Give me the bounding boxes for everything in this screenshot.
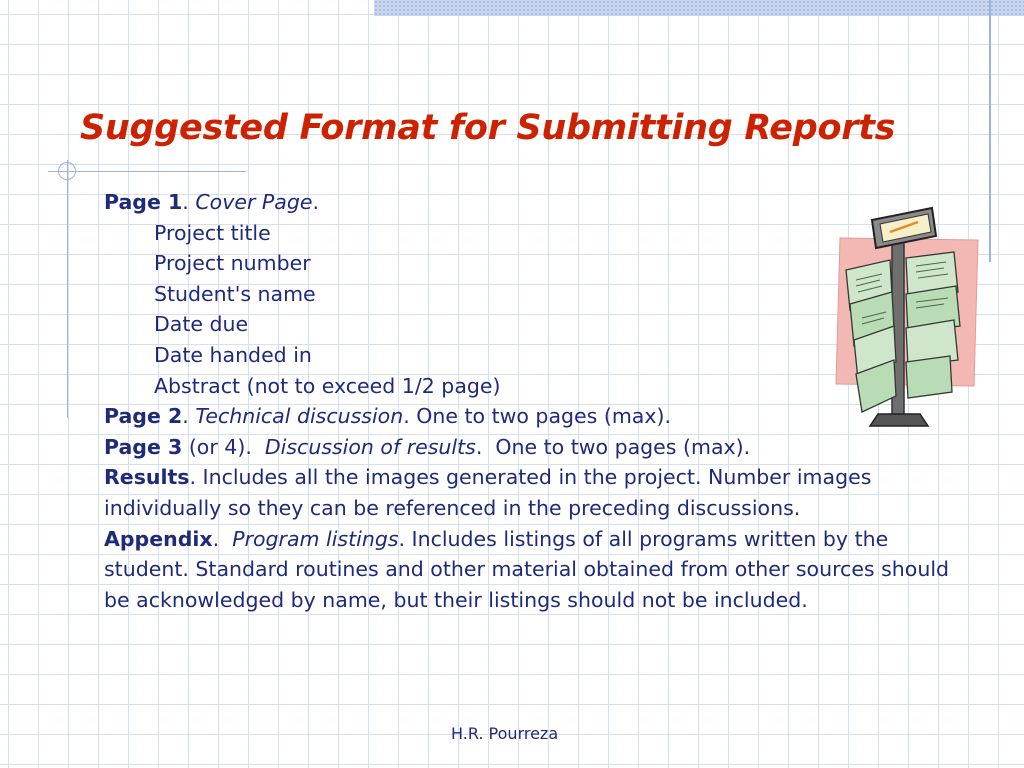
appendix-separator: .: [212, 526, 233, 551]
page3-mid: (or 4).: [182, 434, 265, 459]
results-paragraph: [104, 462, 966, 523]
cover-item: Project number: [154, 251, 311, 276]
page3-label: Page 3: [104, 434, 183, 459]
cover-item: Abstract (not to exceed 1/2 page): [154, 373, 501, 398]
page3-name: Discussion of results: [264, 434, 476, 459]
cover-item: Date handed in: [154, 342, 312, 367]
results-label: Results: [104, 465, 190, 490]
page2-label: Page 2: [104, 404, 183, 429]
decorative-vertical-line-left: [67, 160, 68, 418]
page2-name: Technical discussion: [195, 404, 404, 429]
footer-author: H.R. Pourreza: [451, 724, 559, 743]
page1-end: .: [312, 190, 319, 214]
appendix-label: Appendix: [104, 526, 213, 551]
page2-separator: .: [182, 404, 196, 429]
appendix-paragraph: [104, 524, 966, 616]
cover-item: Student's name: [154, 281, 316, 306]
newspaper-rack-clipart: [832, 200, 982, 430]
slide-title: Suggested Format for Submitting Reports: [80, 108, 896, 148]
page1-separator: .: [182, 190, 196, 214]
page3-line: [104, 432, 966, 463]
cover-item: Project title: [154, 220, 271, 245]
appendix-text: . Includes listings of all programs written by the student. Standard routines and other material obtained from other sources should be acknowledged by name, but their listings should not be included.: [104, 526, 950, 612]
decorative-vertical-line-right: [989, 0, 991, 262]
page2-rest: . One to two pages (max).: [403, 404, 672, 429]
page1-label: Page 1: [104, 190, 183, 214]
top-decorative-band: [374, 0, 1024, 16]
page1-name: Cover Page: [195, 190, 313, 214]
cover-item: Date due: [154, 312, 249, 337]
appendix-name: Program listings: [232, 526, 399, 551]
results-text: . Includes all the images generated in the project. Number images individually so they can be referenced in the preceding discussions.: [104, 465, 872, 520]
page3-rest: . One to two pages (max).: [475, 434, 751, 459]
decorative-horizontal-line: [48, 171, 246, 172]
decorative-crosshair-circle: [58, 162, 76, 180]
